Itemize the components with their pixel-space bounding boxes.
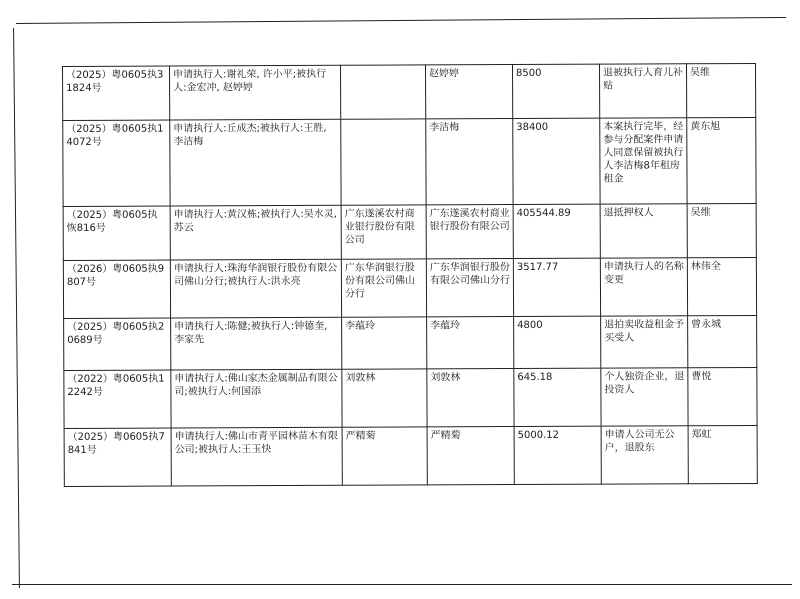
judge-cell: 曹悦 [688, 367, 757, 425]
page-edge-bottom [12, 584, 792, 585]
table-row [64, 315, 757, 370]
judge-cell: 吴维 [687, 203, 756, 257]
amount-cell: 645.18 [514, 368, 601, 426]
judge-cell: 吴维 [686, 63, 755, 117]
payee-cell: 广东华润银行股份有限公司佛山分行 [426, 259, 513, 317]
case-number-cell: （2025）粤0605执31824号 [63, 66, 170, 120]
amount-cell: 405544.89 [513, 204, 600, 258]
parties-cell: 申请执行人:佛山家杰金属制品有限公司;被执行人:何国添 [171, 369, 342, 428]
parties-cell: 申请执行人:佛山市青平园林苗木有限公司;被执行人:王玉快 [171, 427, 342, 486]
case-number-cell: （2025）粤0605执7841号 [64, 428, 171, 486]
refund-table [62, 63, 758, 487]
judge-cell: 黄东旭 [687, 117, 756, 203]
payee-cell: 广东遂溪农村商业银行股份有限公司 [426, 205, 513, 259]
table-row [63, 117, 756, 206]
payee-cell: 李洁梅 [426, 119, 513, 205]
judge-cell: 林伟全 [687, 257, 756, 315]
case-number-cell: （2026）粤0605执9807号 [63, 260, 170, 318]
case-number-cell: （2025）粤0605执恢816号 [63, 206, 170, 260]
amount-cell: 8500 [512, 64, 599, 118]
case-number-cell: （2022）粤0605执12242号 [64, 370, 171, 428]
amount-cell: 4800 [514, 316, 601, 368]
reason-cell: 个人独资企业，退投资人 [601, 368, 688, 426]
holder-cell: 广东华润银行股份有限公司佛山分行 [341, 259, 426, 317]
payee-cell: 严精菊 [427, 427, 514, 485]
reason-cell: 退被执行人育儿补贴 [599, 64, 686, 118]
reason-cell: 申请执行人的名称变更 [600, 258, 687, 316]
case-number-cell: （2025）粤0605执14072号 [63, 120, 170, 206]
amount-cell: 3517.77 [513, 258, 600, 316]
reason-cell: 申请人公司无公户，退股东 [601, 426, 688, 484]
parties-cell: 申请执行人:珠海华润银行股份有限公司佛山分行;被执行人:洪永亮 [170, 259, 341, 318]
amount-cell: 5000.12 [514, 426, 601, 484]
table-row [64, 367, 757, 428]
holder-cell [340, 65, 425, 119]
table-row [64, 425, 757, 486]
reason-cell: 退抵押权人 [600, 204, 687, 258]
judge-cell: 郑虹 [688, 425, 757, 483]
payee-cell: 刘敦林 [427, 369, 514, 427]
reason-cell: 退拍卖收益租金予买受人 [601, 316, 688, 368]
holder-cell: 李蕴玲 [342, 317, 427, 369]
parties-cell: 申请执行人:陈健;被执行人:钟德奎, 李家先 [171, 317, 342, 370]
parties-cell: 申请执行人:黄汉栋;被执行人:吴水灵, 苏云 [170, 205, 341, 260]
parties-cell: 申请执行人:谢礼荣, 许小平;被执行人:金宏冲, 赵婷婷 [170, 65, 341, 120]
payee-cell: 李蕴玲 [427, 317, 514, 369]
table-row [63, 203, 756, 260]
reason-cell: 本案执行完毕，经参与分配案件申请人同意保留被执行人李洁梅8年租房租金 [600, 118, 687, 204]
judge-cell: 曾永城 [688, 315, 757, 367]
amount-cell: 38400 [513, 118, 600, 204]
holder-cell: 严精菊 [342, 427, 427, 485]
holder-cell: 广东遂溪农村商业银行股份有限公司 [341, 205, 426, 259]
parties-cell: 申请执行人:丘成杰;被执行人:王胜, 李洁梅 [170, 119, 341, 206]
holder-cell [341, 119, 426, 205]
table-row [63, 63, 756, 120]
table-row [63, 257, 756, 318]
payee-cell: 赵婷婷 [425, 65, 512, 119]
holder-cell: 刘敦林 [342, 369, 427, 427]
case-number-cell: （2025）粤0605执20689号 [64, 318, 171, 370]
